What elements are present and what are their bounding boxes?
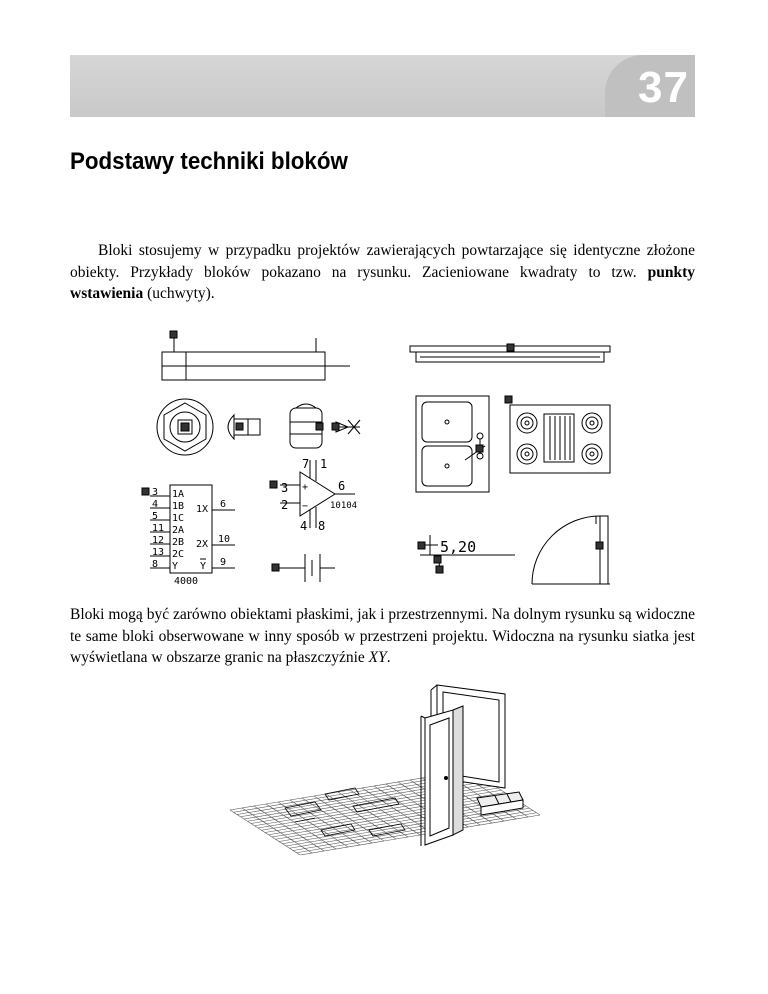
insertion-point-icon (236, 423, 243, 430)
insertion-point-icon (142, 488, 149, 495)
svg-text:1A: 1A (172, 489, 185, 500)
svg-text:1: 1 (320, 457, 328, 471)
insertion-point-icon (436, 566, 443, 573)
svg-text:2A: 2A (172, 525, 185, 536)
svg-text:10: 10 (218, 534, 231, 545)
svg-text:1C: 1C (172, 513, 185, 524)
svg-text:4: 4 (152, 499, 159, 510)
svg-text:11: 11 (152, 523, 165, 534)
svg-text:5: 5 (152, 511, 159, 522)
insertion-point-icon (270, 481, 277, 488)
xy-plane-term: XY (368, 649, 387, 666)
svg-text:4000: 4000 (174, 576, 199, 587)
svg-text:8: 8 (318, 519, 326, 533)
insertion-point-icon (418, 542, 425, 549)
insertion-point-icon (316, 423, 323, 430)
insertion-point-icon (181, 423, 189, 431)
svg-text:1B: 1B (172, 501, 185, 512)
insertion-point-icon (507, 344, 514, 351)
svg-text:+: + (302, 482, 309, 493)
svg-text:3: 3 (281, 481, 289, 495)
svg-text:2B: 2B (172, 537, 185, 548)
chapter-header-band (70, 55, 695, 117)
svg-text:12: 12 (152, 535, 165, 546)
sink-block (416, 396, 489, 492)
spatial-view-figure (225, 680, 545, 855)
svg-text:Y: Y (200, 561, 207, 572)
door-block (421, 706, 463, 846)
fluorescent-lamp-block (410, 344, 610, 362)
svg-text:3: 3 (152, 487, 159, 498)
svg-text:1X: 1X (196, 504, 209, 515)
insertion-points-term: punkty wstawienia (70, 263, 695, 302)
battery-block (272, 554, 335, 582)
svg-text:10104: 10104 (330, 501, 358, 511)
intro-text-after: (uchwyty). (143, 285, 215, 302)
svg-text:7: 7 (302, 457, 310, 471)
svg-text:Y: Y (172, 561, 179, 572)
svg-text:−: − (302, 501, 309, 512)
svg-text:2X: 2X (196, 539, 209, 550)
insertion-point-icon (476, 445, 483, 452)
tray-block (477, 792, 523, 815)
stove-block (505, 396, 610, 473)
svg-text:13: 13 (152, 547, 165, 558)
chapter-number-tab (605, 55, 695, 117)
door-plan-block (532, 516, 610, 584)
insertion-point-icon (272, 564, 279, 571)
chapter-number: 37 (638, 63, 689, 112)
spatial-text-before: Bloki mogą być zarówno obiektami płaskimi, jak i przestrzennymi. Na dolnym rysunku są widoczne te same bloki obserwowane w inny sposób w przestrzeni projektu. Widoczna na rysunku siatka jest wyświetlana w obszarze granic na płaszczyźnie (70, 606, 695, 666)
logic-chip-block (142, 485, 235, 587)
insertion-point-icon (596, 542, 603, 549)
bolt-block (228, 415, 260, 439)
dimension-block (418, 535, 515, 573)
spatial-blocks-paragraph (70, 604, 695, 669)
spatial-text-after: . (386, 649, 391, 666)
op-amp-block (270, 457, 357, 533)
svg-text:8: 8 (152, 559, 159, 570)
arrow-symbol-block (332, 420, 360, 434)
insertion-point-icon (170, 331, 177, 338)
svg-text:6: 6 (220, 499, 227, 510)
insertion-point-icon (332, 423, 339, 430)
svg-text:5,20: 5,20 (440, 538, 477, 556)
svg-text:2: 2 (281, 498, 289, 512)
svg-text:4: 4 (300, 519, 308, 533)
chapter-title: Podstawy techniki bloków (70, 148, 348, 175)
insertion-point-icon (434, 556, 441, 563)
nut-side-view-block (290, 404, 323, 448)
svg-text:2C: 2C (172, 549, 185, 560)
svg-text:6: 6 (338, 479, 346, 493)
cylinder-block (162, 331, 350, 380)
intro-paragraph (70, 240, 695, 305)
block-examples-figure (140, 330, 630, 595)
intro-text-before: Bloki stosujemy w przypadku projektów zawierających powtarzające się identyczne złożone obiekty. Przykłady bloków pokazano na rysunku. Zacieniowane kwadraty to tzw. (70, 242, 695, 281)
insertion-point-icon (505, 396, 512, 403)
nut-top-view-block (157, 399, 213, 455)
svg-text:9: 9 (220, 557, 227, 568)
